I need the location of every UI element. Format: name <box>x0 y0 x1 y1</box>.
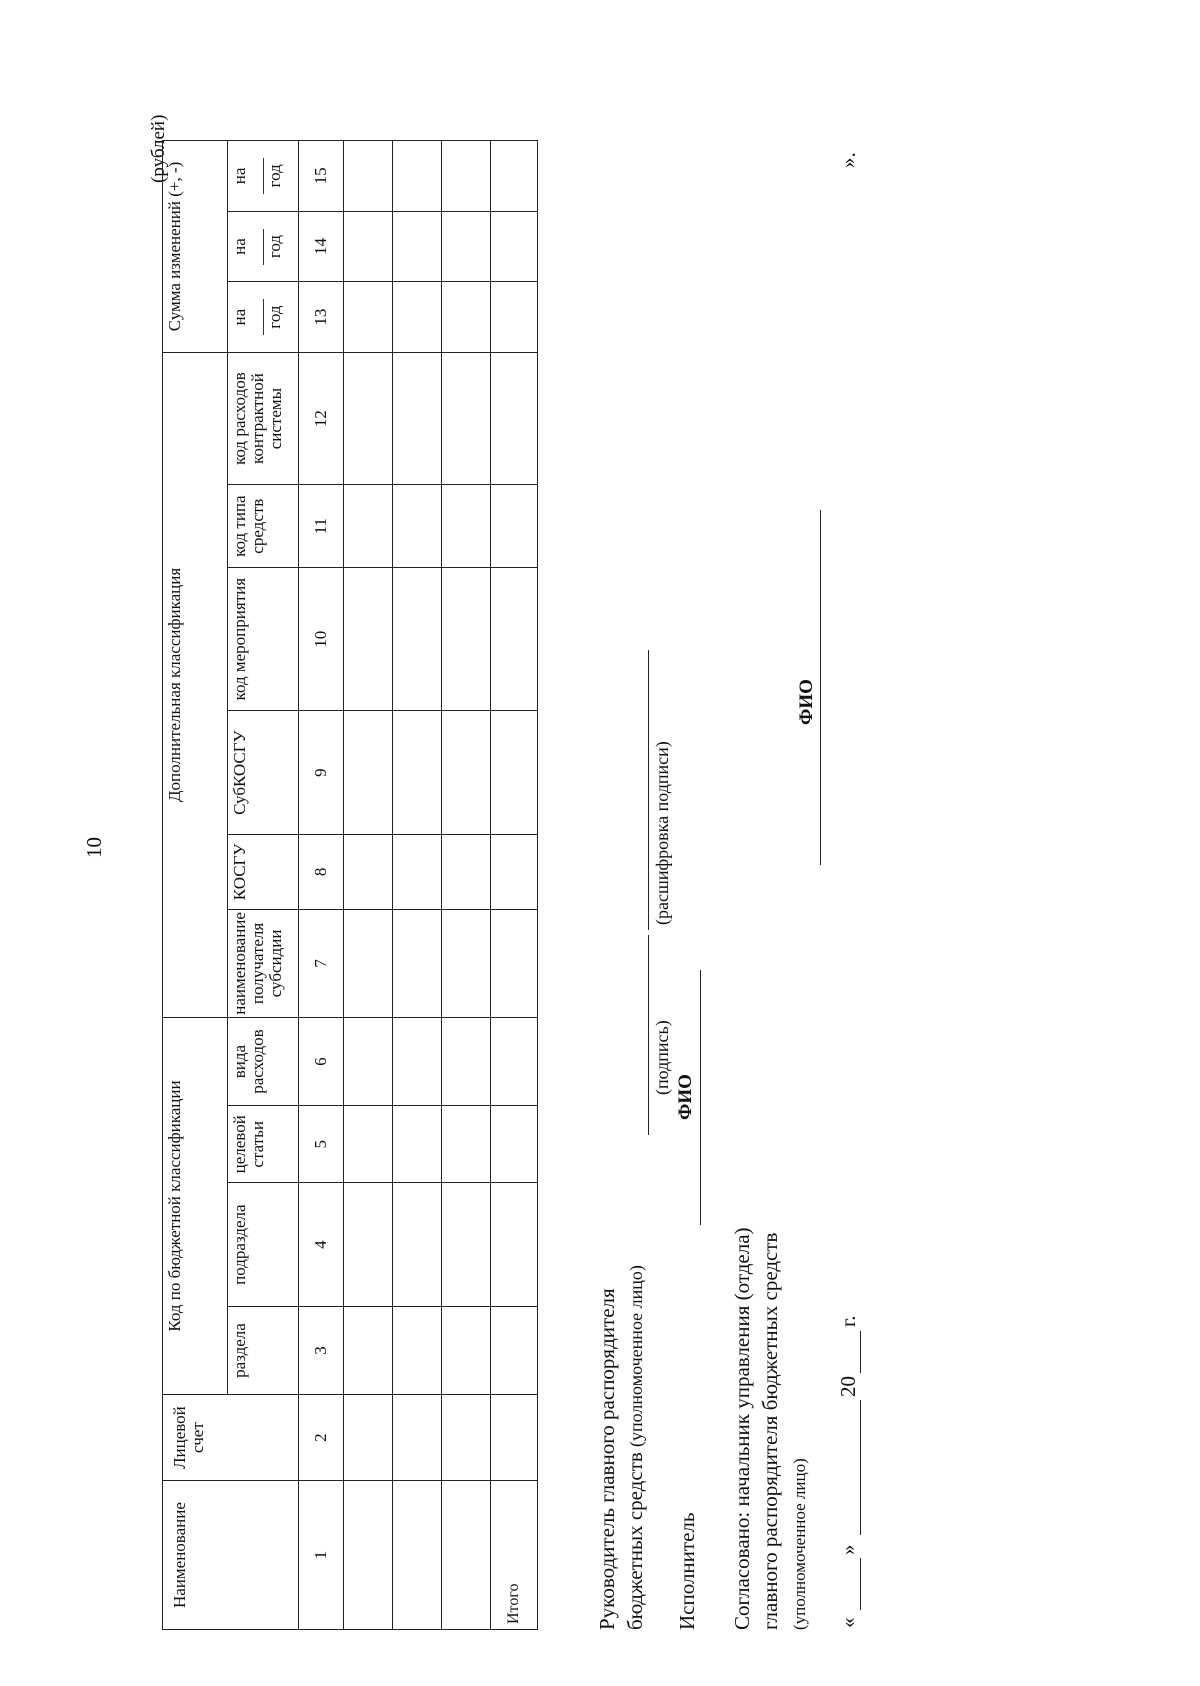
units-label: (рублей) <box>148 114 169 183</box>
header-year-2 <box>228 211 299 282</box>
empty-cell[interactable] <box>344 1017 393 1105</box>
empty-cell[interactable] <box>442 1481 491 1630</box>
col-number: 15 <box>299 141 344 212</box>
signature-caption: (подпись) <box>652 1020 672 1095</box>
page-number: 10 <box>82 837 106 858</box>
empty-cell[interactable] <box>442 141 491 212</box>
head-title-line2-note: (уполномоченное лицо) <box>626 1265 646 1447</box>
empty-cell[interactable] <box>491 711 538 835</box>
header-year-3 <box>228 141 299 212</box>
header-subkosgu: СубКОСГУ <box>228 711 299 835</box>
empty-cell[interactable] <box>393 834 442 909</box>
empty-cell[interactable] <box>491 352 538 484</box>
header-row-1 <box>163 141 228 1630</box>
empty-cell[interactable] <box>491 1395 538 1481</box>
col-number: 9 <box>299 711 344 835</box>
header-section: раздела <box>228 1306 299 1394</box>
col-number: 3 <box>299 1306 344 1394</box>
empty-cell[interactable] <box>344 141 393 212</box>
col-number: 13 <box>299 282 344 353</box>
col-number: 1 <box>299 1481 344 1630</box>
col-number: 12 <box>299 352 344 484</box>
header-target-article: целевой статьи <box>228 1106 299 1183</box>
signature-line <box>648 935 649 1135</box>
empty-cell[interactable] <box>442 211 491 282</box>
header-contract-code: код расходов контрактной системы <box>228 352 299 484</box>
col-number: 6 <box>299 1017 344 1105</box>
head-title-line2 <box>623 1265 648 1630</box>
col-number: 2 <box>299 1395 344 1481</box>
rotated-document-sheet <box>0 40 1200 1640</box>
year-1-suffix: год <box>264 305 284 329</box>
year-3-blank-line <box>263 158 264 194</box>
empty-cell[interactable] <box>491 485 538 568</box>
empty-cell[interactable] <box>344 1306 393 1394</box>
empty-data-row <box>344 141 393 1630</box>
date-year-suffix: г. <box>836 1315 860 1327</box>
empty-cell[interactable] <box>491 568 538 711</box>
agreed-line3: (уполномоченное лицо) <box>790 1458 809 1630</box>
empty-cell[interactable] <box>491 211 538 282</box>
year-3-prefix: на <box>230 167 249 185</box>
empty-cell[interactable] <box>442 1306 491 1394</box>
empty-cell[interactable] <box>393 211 442 282</box>
year-1-prefix: на <box>230 308 249 326</box>
executor-fio: ФИО <box>675 1074 696 1120</box>
empty-cell[interactable] <box>344 1183 393 1307</box>
total-label: Итого <box>491 1481 538 1630</box>
header-name: Наименование <box>163 1481 299 1630</box>
empty-cell[interactable] <box>344 352 393 484</box>
signature-decode-line <box>648 650 649 930</box>
empty-cell[interactable] <box>344 1481 393 1630</box>
date-day-blank <box>860 1558 861 1610</box>
col-number: 4 <box>299 1183 344 1307</box>
empty-cell[interactable] <box>393 909 442 1017</box>
empty-cell[interactable] <box>344 711 393 835</box>
header-recipient: наименование получателя субсидии <box>228 909 299 1017</box>
executor-line <box>700 970 701 1225</box>
head-title-line1: Руководитель главного распорядителя <box>595 1288 619 1630</box>
empty-cell[interactable] <box>393 352 442 484</box>
empty-cell[interactable] <box>442 1395 491 1481</box>
empty-cell[interactable] <box>491 1106 538 1183</box>
empty-cell[interactable] <box>344 1106 393 1183</box>
empty-cell[interactable] <box>442 909 491 1017</box>
year-2-prefix: на <box>230 238 249 255</box>
header-extra-classification: Дополнительная классификация <box>163 352 228 1017</box>
empty-cell[interactable] <box>442 834 491 909</box>
empty-cell[interactable] <box>442 282 491 353</box>
empty-cell[interactable] <box>393 282 442 353</box>
empty-cell[interactable] <box>344 834 393 909</box>
empty-cell[interactable] <box>491 834 538 909</box>
date-year-prefix: 20 <box>836 1376 860 1397</box>
empty-cell[interactable] <box>344 568 393 711</box>
empty-cell[interactable] <box>442 485 491 568</box>
empty-cell[interactable] <box>442 1106 491 1183</box>
year-2-blank-line <box>263 229 264 265</box>
signature-decode-caption: (расшифровка подписи) <box>652 741 672 925</box>
header-kosgu: КОСГУ <box>228 834 299 909</box>
empty-cell[interactable] <box>344 485 393 568</box>
header-budget-code: Код по бюджетной классификации <box>163 1017 228 1394</box>
date-close-quote: » <box>836 1544 860 1555</box>
empty-cell[interactable] <box>393 1481 442 1630</box>
total-row <box>491 141 538 1630</box>
empty-cell[interactable] <box>442 1183 491 1307</box>
empty-cell[interactable] <box>491 141 538 212</box>
empty-cell[interactable] <box>344 1395 393 1481</box>
empty-cell[interactable] <box>491 282 538 353</box>
empty-cell[interactable] <box>442 352 491 484</box>
empty-cell[interactable] <box>393 568 442 711</box>
header-event-code: код мероприятия <box>228 568 299 711</box>
empty-cell[interactable] <box>491 909 538 1017</box>
empty-cell[interactable] <box>491 1017 538 1105</box>
date-open-quote: « <box>836 1617 860 1628</box>
date-month-blank <box>860 1400 861 1535</box>
header-year-1 <box>228 282 299 353</box>
header-fund-type: код типа средств <box>228 485 299 568</box>
empty-cell[interactable] <box>393 1183 442 1307</box>
header-subsection: подраздела <box>228 1183 299 1307</box>
empty-cell[interactable] <box>442 568 491 711</box>
empty-cell[interactable] <box>393 485 442 568</box>
empty-cell[interactable] <box>393 1017 442 1105</box>
empty-cell[interactable] <box>393 1106 442 1183</box>
header-account: Лицевой счет <box>163 1395 299 1481</box>
empty-cell[interactable] <box>491 1306 538 1394</box>
agreed-signature-line <box>820 510 821 865</box>
agreed-line1: Согласовано: начальник управления (отдела) <box>730 1227 754 1630</box>
empty-cell[interactable] <box>393 711 442 835</box>
empty-data-row <box>393 141 442 1630</box>
empty-cell[interactable] <box>393 1395 442 1481</box>
header-change-sum: Сумма изменений (+, -) <box>163 141 228 353</box>
empty-cell[interactable] <box>442 711 491 835</box>
empty-cell[interactable] <box>344 282 393 353</box>
col-number: 7 <box>299 909 344 1017</box>
col-number: 10 <box>299 568 344 711</box>
col-number: 14 <box>299 211 344 282</box>
column-number-row <box>299 141 344 1630</box>
empty-cell[interactable] <box>393 141 442 212</box>
empty-cell[interactable] <box>344 211 393 282</box>
agreed-line2: главного распорядителя бюджетных средств <box>758 1232 782 1630</box>
year-2-suffix: год <box>264 234 284 259</box>
closing-quote-mark: ». <box>836 152 860 168</box>
head-title-line2-main: бюджетных средств <box>623 1452 647 1630</box>
empty-cell[interactable] <box>442 1017 491 1105</box>
empty-data-row <box>442 141 491 1630</box>
header-expense-type: вида расходов <box>228 1017 299 1105</box>
empty-cell[interactable] <box>491 1183 538 1307</box>
agreed-fio: ФИО <box>796 679 817 725</box>
year-3-suffix: год <box>264 164 284 188</box>
year-1-blank-line <box>263 299 264 335</box>
col-number: 11 <box>299 485 344 568</box>
budget-change-table <box>162 140 538 1630</box>
date-year-blank <box>860 1331 861 1373</box>
empty-cell[interactable] <box>344 909 393 1017</box>
empty-cell[interactable] <box>393 1306 442 1394</box>
executor-label: Исполнитель <box>675 1512 699 1630</box>
col-number: 8 <box>299 834 344 909</box>
col-number: 5 <box>299 1106 344 1183</box>
